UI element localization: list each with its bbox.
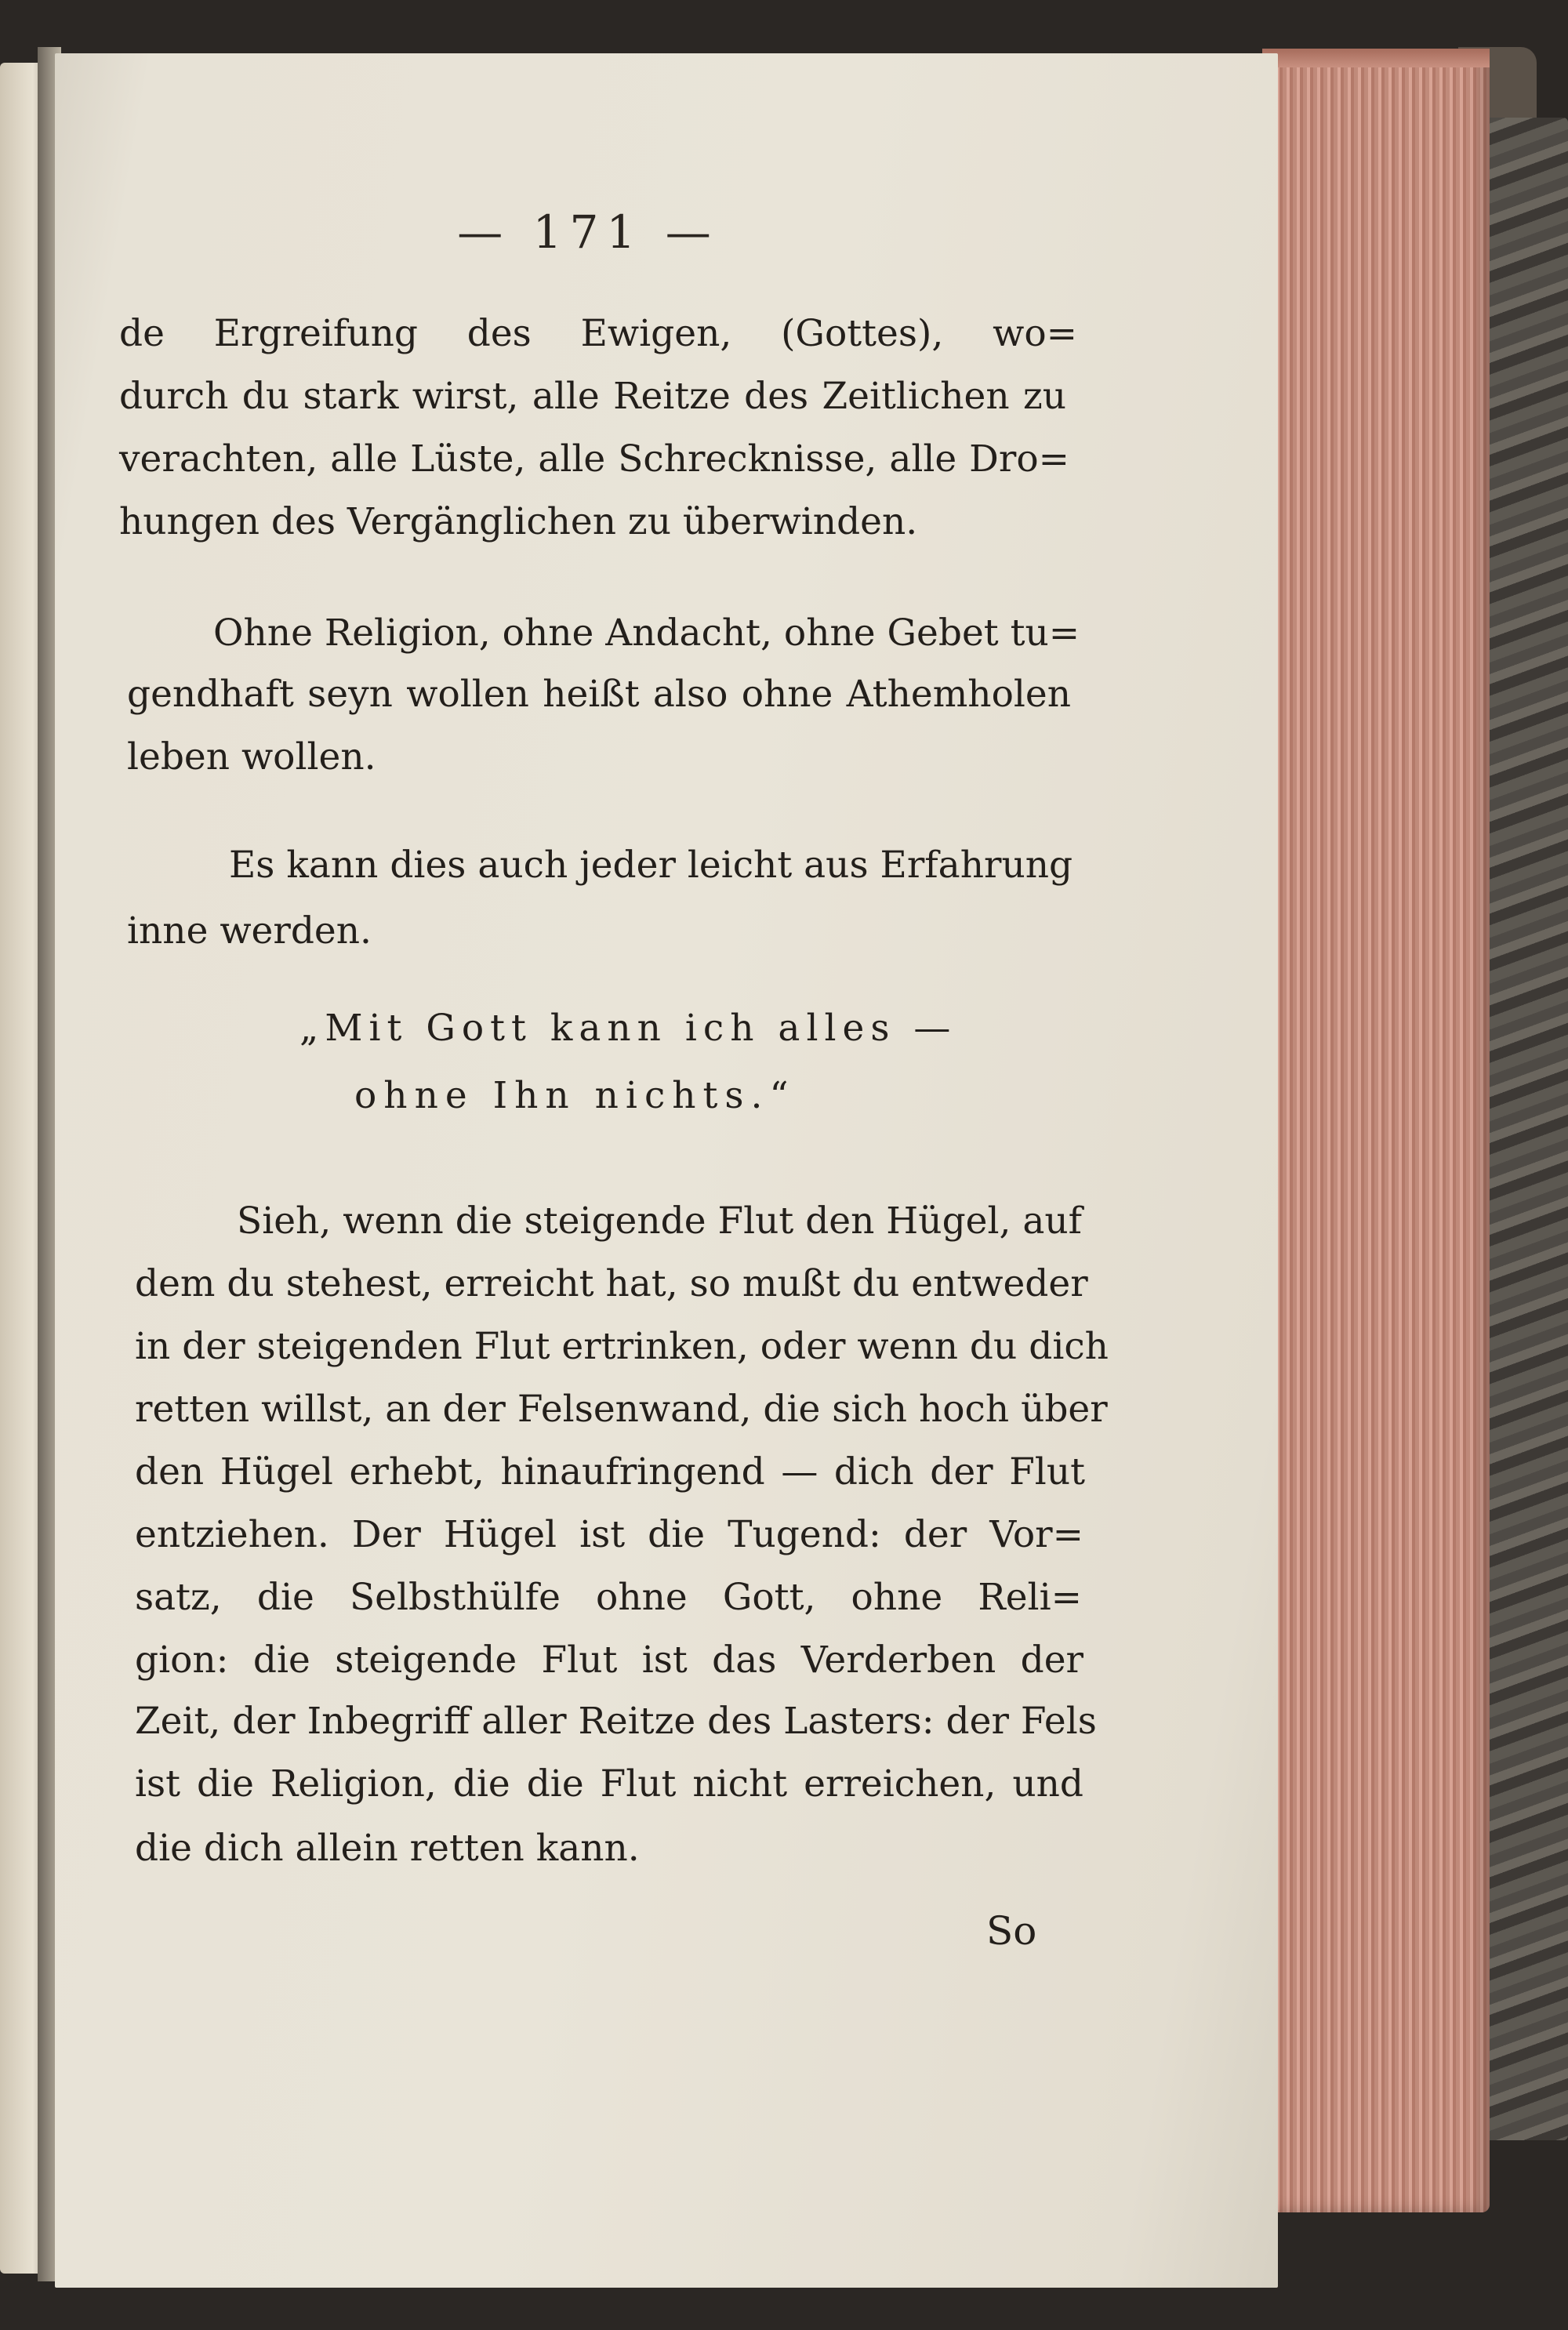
text-line: gendhaft seyn wollen heißt also ohne Athemholen xyxy=(127,673,1071,716)
text-line: die dich allein retten kann. xyxy=(135,1827,640,1870)
text-line: den Hügel erhebt, hinaufringend — dich der Flut xyxy=(135,1450,1085,1493)
text-line: Zeit, der Inbegriff aller Reitze des Lasters: der Fels xyxy=(135,1700,1097,1743)
text-line: satz, die Selbsthülfe ohne Gott, ohne Reli= xyxy=(135,1576,1082,1619)
text-line: entziehen. Der Hügel ist die Tugend: der Vor= xyxy=(135,1513,1083,1556)
quote-line: ohne Ihn nichts.“ xyxy=(354,1074,796,1117)
text-line: inne werden. xyxy=(127,909,372,953)
catchword: So xyxy=(986,1908,1037,1954)
text-line: verachten, alle Lüste, alle Schrecknisse, alle Dro= xyxy=(119,437,1069,481)
text-line: dem du stehest, erreicht hat, so mußt du entweder xyxy=(135,1262,1088,1305)
text-line: gion: die steigende Flut ist das Verderben der xyxy=(135,1639,1083,1682)
text-line: retten willst, an der Felsenwand, die sich hoch über xyxy=(135,1388,1108,1431)
text-line: Sieh, wenn die steigende Flut den Hügel, auf xyxy=(237,1199,1083,1243)
text-line: in der steigenden Flut ertrinken, oder wenn du dich xyxy=(135,1325,1109,1368)
text-line: de Ergreifung des Ewigen, (Gottes), wo= xyxy=(119,312,1077,355)
page-number: — 171 — xyxy=(457,205,719,259)
text-line: durch du stark wirst, alle Reitze des Zeitlichen zu xyxy=(119,375,1066,418)
text-line: Es kann dies auch jeder leicht aus Erfahrung xyxy=(229,844,1073,887)
quote-line: „Mit Gott kann ich alles — xyxy=(299,1007,957,1050)
text-line: hungen des Vergänglichen zu überwinden. xyxy=(119,500,918,543)
text-line: Ohne Religion, ohne Andacht, ohne Gebet tu= xyxy=(213,612,1080,655)
text-line: ist die Religion, die die Flut nicht erreichen, und xyxy=(135,1762,1083,1806)
text-line: leben wollen. xyxy=(127,735,376,778)
